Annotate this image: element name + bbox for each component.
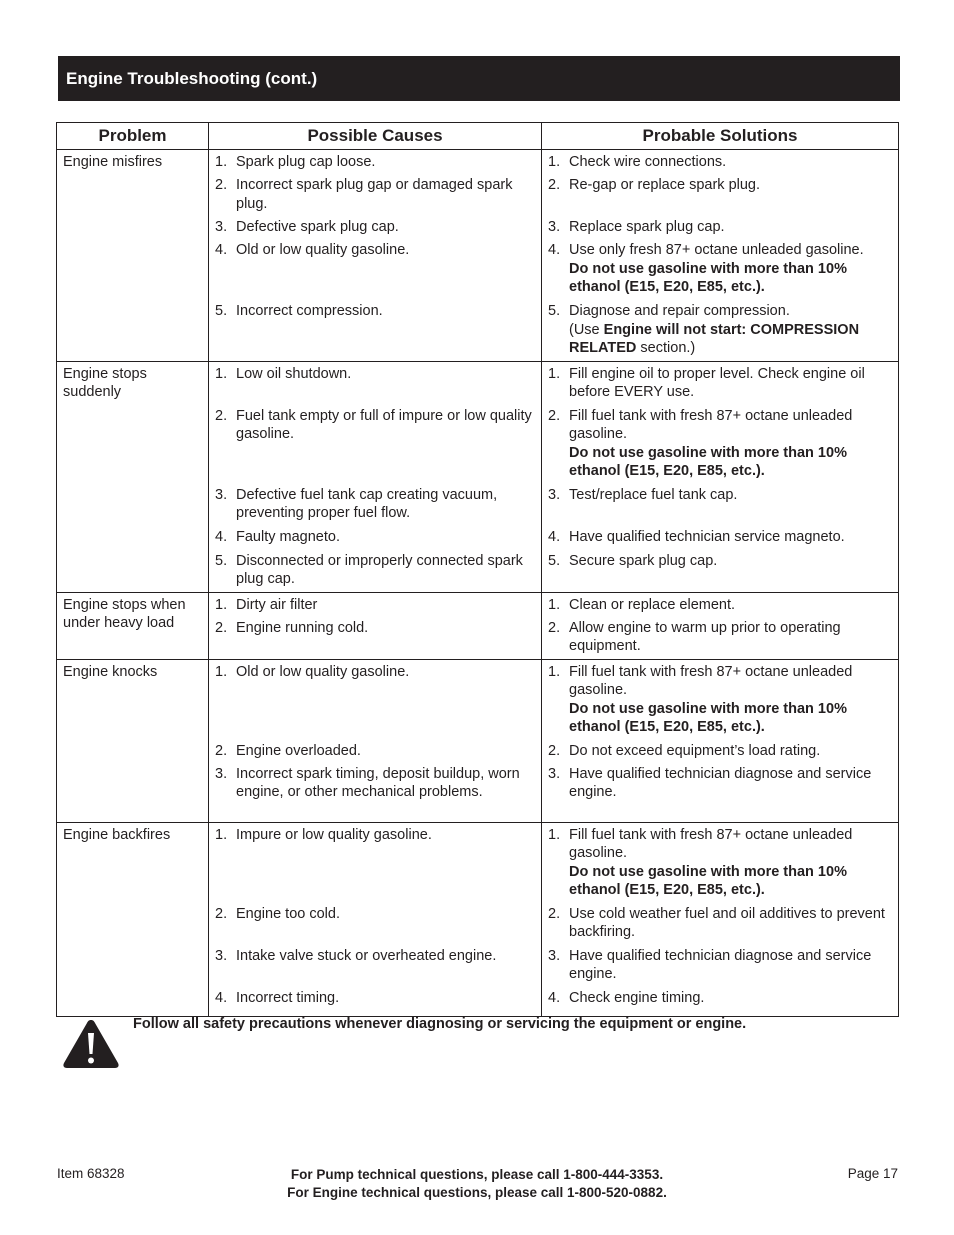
problem-cell: Engine backfires bbox=[57, 822, 209, 1016]
solution-text: Use cold weather fuel and oil additives to prevent backfiring. bbox=[569, 905, 885, 940]
cause-text: Incorrect spark timing, deposit buildup, worn engine, or other mechanical problems. bbox=[236, 765, 520, 800]
cause-item bbox=[209, 765, 541, 819]
solution-ref-section: Engine will not start: COMPRESSION RELATED bbox=[569, 321, 860, 356]
solution-item bbox=[542, 619, 898, 656]
solution-item bbox=[542, 552, 898, 588]
item-number: 4. bbox=[215, 528, 228, 545]
cause-item bbox=[209, 826, 541, 905]
cause-item bbox=[209, 302, 541, 357]
item-number: 2. bbox=[548, 177, 561, 193]
solution-block bbox=[569, 619, 892, 656]
solution-text: Re-gap or replace spark plug. bbox=[569, 177, 761, 193]
solution-text: Clean or replace element. bbox=[569, 596, 736, 613]
cause-item bbox=[209, 619, 541, 655]
solution-text: Check engine timing. bbox=[569, 989, 705, 1006]
cause-text: Fuel tank empty or full of impure or low quality gasoline. bbox=[236, 407, 532, 442]
solution-item bbox=[542, 302, 898, 358]
item-number: 4. bbox=[215, 242, 228, 258]
item-number: 1. bbox=[215, 663, 228, 680]
causes-list bbox=[209, 826, 541, 1013]
solution-item bbox=[542, 947, 898, 989]
causes-cell bbox=[209, 822, 542, 1016]
cause-item bbox=[209, 241, 541, 302]
item-number: 2. bbox=[215, 407, 228, 424]
solution-block bbox=[569, 663, 892, 742]
table-row bbox=[57, 592, 899, 659]
item-number: 5. bbox=[548, 552, 561, 569]
solutions-list bbox=[542, 596, 898, 656]
solution-item bbox=[542, 742, 898, 765]
ethanol-warning: Do not use gasoline with more than 10% ethanol (E15, E20, E85, etc.). bbox=[569, 260, 847, 295]
solution-block bbox=[569, 218, 892, 241]
cause-text: Disconnected or improperly connected spark plug cap. bbox=[236, 552, 523, 587]
item-number: 3. bbox=[548, 219, 561, 235]
footer-item-number: Item 68328 bbox=[57, 1166, 125, 1181]
warning-text: Follow all safety precautions whenever diagnosing or servicing the equipment or engine. bbox=[133, 1016, 747, 1032]
item-number: 1. bbox=[215, 365, 228, 382]
causes-list bbox=[209, 365, 541, 589]
item-number: 4. bbox=[548, 242, 561, 258]
solution-text: Secure spark plug cap. bbox=[569, 552, 718, 569]
solution-item bbox=[542, 218, 898, 241]
table-row bbox=[57, 150, 899, 362]
item-number: 3. bbox=[548, 947, 561, 964]
solution-text: Fill fuel tank with fresh 87+ octane unleaded gasoline. bbox=[569, 826, 853, 861]
ethanol-warning: Do not use gasoline with more than 10% ethanol (E15, E20, E85, etc.). bbox=[569, 700, 847, 735]
solution-block bbox=[569, 302, 892, 358]
solution-item bbox=[542, 407, 898, 486]
solutions-list bbox=[542, 826, 898, 1013]
solution-ref-pre: (Use bbox=[569, 321, 604, 338]
item-number: 5. bbox=[215, 303, 228, 319]
item-number: 3. bbox=[215, 765, 228, 782]
solution-block bbox=[569, 241, 892, 302]
cause-item bbox=[209, 947, 541, 989]
section-title: Engine Troubleshooting (cont.) bbox=[66, 68, 318, 88]
cause-item bbox=[209, 365, 541, 407]
solution-item bbox=[542, 596, 898, 619]
cause-item bbox=[209, 528, 541, 552]
solution-text: Have qualified technician diagnose and service engine. bbox=[569, 947, 872, 982]
table-row bbox=[57, 822, 899, 1016]
causes-cell bbox=[209, 659, 542, 822]
item-number: 2. bbox=[215, 905, 228, 922]
solution-text: Allow engine to warm up prior to operating equipment. bbox=[569, 619, 841, 654]
item-number: 1. bbox=[548, 154, 561, 170]
cause-text: Faulty magneto. bbox=[236, 528, 340, 545]
cause-item bbox=[209, 989, 541, 1013]
solution-block bbox=[569, 596, 892, 619]
item-number: 4. bbox=[215, 989, 228, 1006]
ethanol-warning: Do not use gasoline with more than 10% ethanol (E15, E20, E85, etc.). bbox=[569, 444, 847, 479]
cause-item bbox=[209, 663, 541, 742]
cause-item bbox=[209, 176, 541, 218]
item-number: 2. bbox=[548, 742, 561, 759]
item-number: 3. bbox=[215, 219, 228, 235]
cause-text: Old or low quality gasoline. bbox=[236, 242, 410, 258]
item-number: 2. bbox=[548, 619, 561, 636]
solution-item bbox=[542, 905, 898, 947]
cause-item bbox=[209, 742, 541, 765]
cause-item bbox=[209, 905, 541, 947]
cause-text: Incorrect timing. bbox=[236, 989, 340, 1006]
item-number: 1. bbox=[548, 365, 561, 382]
item-number: 5. bbox=[548, 303, 561, 319]
cause-item bbox=[209, 486, 541, 528]
problem-cell: Engine knocks bbox=[57, 659, 209, 822]
solutions-cell bbox=[542, 822, 899, 1016]
solution-text: Fill fuel tank with fresh 87+ octane unleaded gasoline. bbox=[569, 663, 853, 698]
solution-text: Have qualified technician service magneto. bbox=[569, 528, 845, 545]
solution-block bbox=[569, 365, 892, 407]
problem-cell: Engine stops when under heavy load bbox=[57, 592, 209, 659]
item-number: 4. bbox=[548, 989, 561, 1006]
solution-item bbox=[542, 176, 898, 218]
item-number: 1. bbox=[548, 826, 561, 843]
header-solutions: Probable Solutions bbox=[542, 123, 899, 150]
solution-text: Fill engine oil to proper level. Check engine oil before EVERY use. bbox=[569, 365, 865, 400]
cause-text: Engine too cold. bbox=[236, 905, 340, 922]
item-number: 1. bbox=[548, 596, 561, 613]
cause-text: Engine running cold. bbox=[236, 619, 369, 636]
solution-item bbox=[542, 486, 898, 528]
solution-item bbox=[542, 365, 898, 407]
solution-text: Do not exceed equipment’s load rating. bbox=[569, 742, 821, 759]
ethanol-warning: Do not use gasoline with more than 10% ethanol (E15, E20, E85, etc.). bbox=[569, 863, 847, 898]
item-number: 2. bbox=[548, 407, 561, 424]
footer-engine-line: For Engine technical questions, please call 1-800-520-0882. bbox=[287, 1185, 667, 1200]
causes-cell bbox=[209, 592, 542, 659]
item-number: 1. bbox=[215, 154, 228, 170]
causes-list bbox=[209, 153, 541, 357]
item-number: 2. bbox=[548, 905, 561, 922]
causes-cell bbox=[209, 150, 542, 362]
solution-text: Fill fuel tank with fresh 87+ octane unleaded gasoline. bbox=[569, 407, 853, 442]
cause-text: Old or low quality gasoline. bbox=[236, 663, 410, 680]
causes-list bbox=[209, 596, 541, 655]
item-number: 1. bbox=[215, 826, 228, 843]
solution-block bbox=[569, 407, 892, 486]
solution-block bbox=[569, 176, 892, 218]
solution-text: Use only fresh 87+ octane unleaded gasoline. bbox=[569, 242, 864, 258]
cause-item bbox=[209, 596, 541, 619]
solutions-cell bbox=[542, 150, 899, 362]
solution-ref-post: section.) bbox=[636, 340, 696, 356]
cause-text: Engine overloaded. bbox=[236, 742, 361, 759]
problem-cell: Engine stops suddenly bbox=[57, 361, 209, 592]
item-number: 5. bbox=[215, 552, 228, 569]
solutions-cell bbox=[542, 592, 899, 659]
solutions-cell bbox=[542, 361, 899, 592]
solution-item bbox=[542, 153, 898, 176]
cause-text: Defective spark plug cap. bbox=[236, 219, 399, 235]
solution-block bbox=[569, 905, 892, 947]
solution-item bbox=[542, 826, 898, 905]
solution-item bbox=[542, 241, 898, 302]
solution-item bbox=[542, 528, 898, 552]
solution-block bbox=[569, 947, 892, 989]
item-number: 2. bbox=[215, 742, 228, 759]
solution-block bbox=[569, 765, 892, 819]
section-header bbox=[58, 56, 900, 101]
cause-text: Intake valve stuck or overheated engine. bbox=[236, 947, 497, 964]
header-causes: Possible Causes bbox=[209, 123, 542, 150]
solution-item bbox=[542, 989, 898, 1013]
solution-block bbox=[569, 826, 892, 905]
cause-text: Dirty air filter bbox=[236, 596, 318, 613]
solution-block bbox=[569, 989, 892, 1013]
cause-text: Impure or low quality gasoline. bbox=[236, 826, 432, 843]
table-row bbox=[57, 361, 899, 592]
item-number: 1. bbox=[548, 663, 561, 680]
cause-item bbox=[209, 218, 541, 241]
solutions-list bbox=[542, 365, 898, 588]
problem-cell: Engine misfires bbox=[57, 150, 209, 362]
footer-page-number: Page 17 bbox=[847, 1166, 898, 1181]
footer-pump-line: For Pump technical questions, please call 1-800-444-3353. bbox=[290, 1167, 664, 1182]
solution-text: Test/replace fuel tank cap. bbox=[569, 486, 738, 503]
solution-item bbox=[542, 663, 898, 742]
item-number: 1. bbox=[215, 596, 228, 613]
header-problem: Problem bbox=[57, 123, 209, 150]
solution-block bbox=[569, 742, 892, 765]
table-row bbox=[57, 659, 899, 822]
solutions-list bbox=[542, 663, 898, 819]
solution-block bbox=[569, 552, 892, 588]
solution-text: Have qualified technician diagnose and service engine. bbox=[569, 765, 872, 800]
item-number: 3. bbox=[548, 765, 561, 782]
cause-text: Incorrect spark plug gap or damaged spark plug. bbox=[236, 177, 513, 212]
cause-text: Spark plug cap loose. bbox=[236, 154, 376, 170]
solutions-cell bbox=[542, 659, 899, 822]
causes-cell bbox=[209, 361, 542, 592]
causes-list bbox=[209, 663, 541, 819]
item-number: 4. bbox=[548, 528, 561, 545]
cause-text: Defective fuel tank cap creating vacuum, preventing proper fuel flow. bbox=[236, 486, 498, 521]
solution-item bbox=[542, 765, 898, 819]
solution-block bbox=[569, 486, 892, 528]
item-number: 3. bbox=[215, 947, 228, 964]
solution-text: Diagnose and repair compression. bbox=[569, 303, 790, 319]
solution-text: Check wire connections. bbox=[569, 154, 727, 170]
solution-block bbox=[569, 528, 892, 552]
table-header-row bbox=[57, 123, 899, 150]
cause-item bbox=[209, 153, 541, 176]
troubleshooting-table bbox=[56, 122, 899, 1017]
solution-text: Replace spark plug cap. bbox=[569, 219, 725, 235]
item-number: 3. bbox=[548, 486, 561, 503]
item-number: 2. bbox=[215, 177, 228, 193]
warning-triangle-icon bbox=[62, 1018, 120, 1070]
item-number: 3. bbox=[215, 486, 228, 503]
item-number: 2. bbox=[215, 619, 228, 636]
cause-item bbox=[209, 407, 541, 486]
solutions-list bbox=[542, 153, 898, 358]
footer-contact bbox=[200, 1166, 754, 1202]
cause-text: Low oil shutdown. bbox=[236, 365, 352, 382]
solution-block bbox=[569, 153, 892, 176]
cause-text: Incorrect compression. bbox=[236, 303, 383, 319]
cause-item bbox=[209, 552, 541, 589]
